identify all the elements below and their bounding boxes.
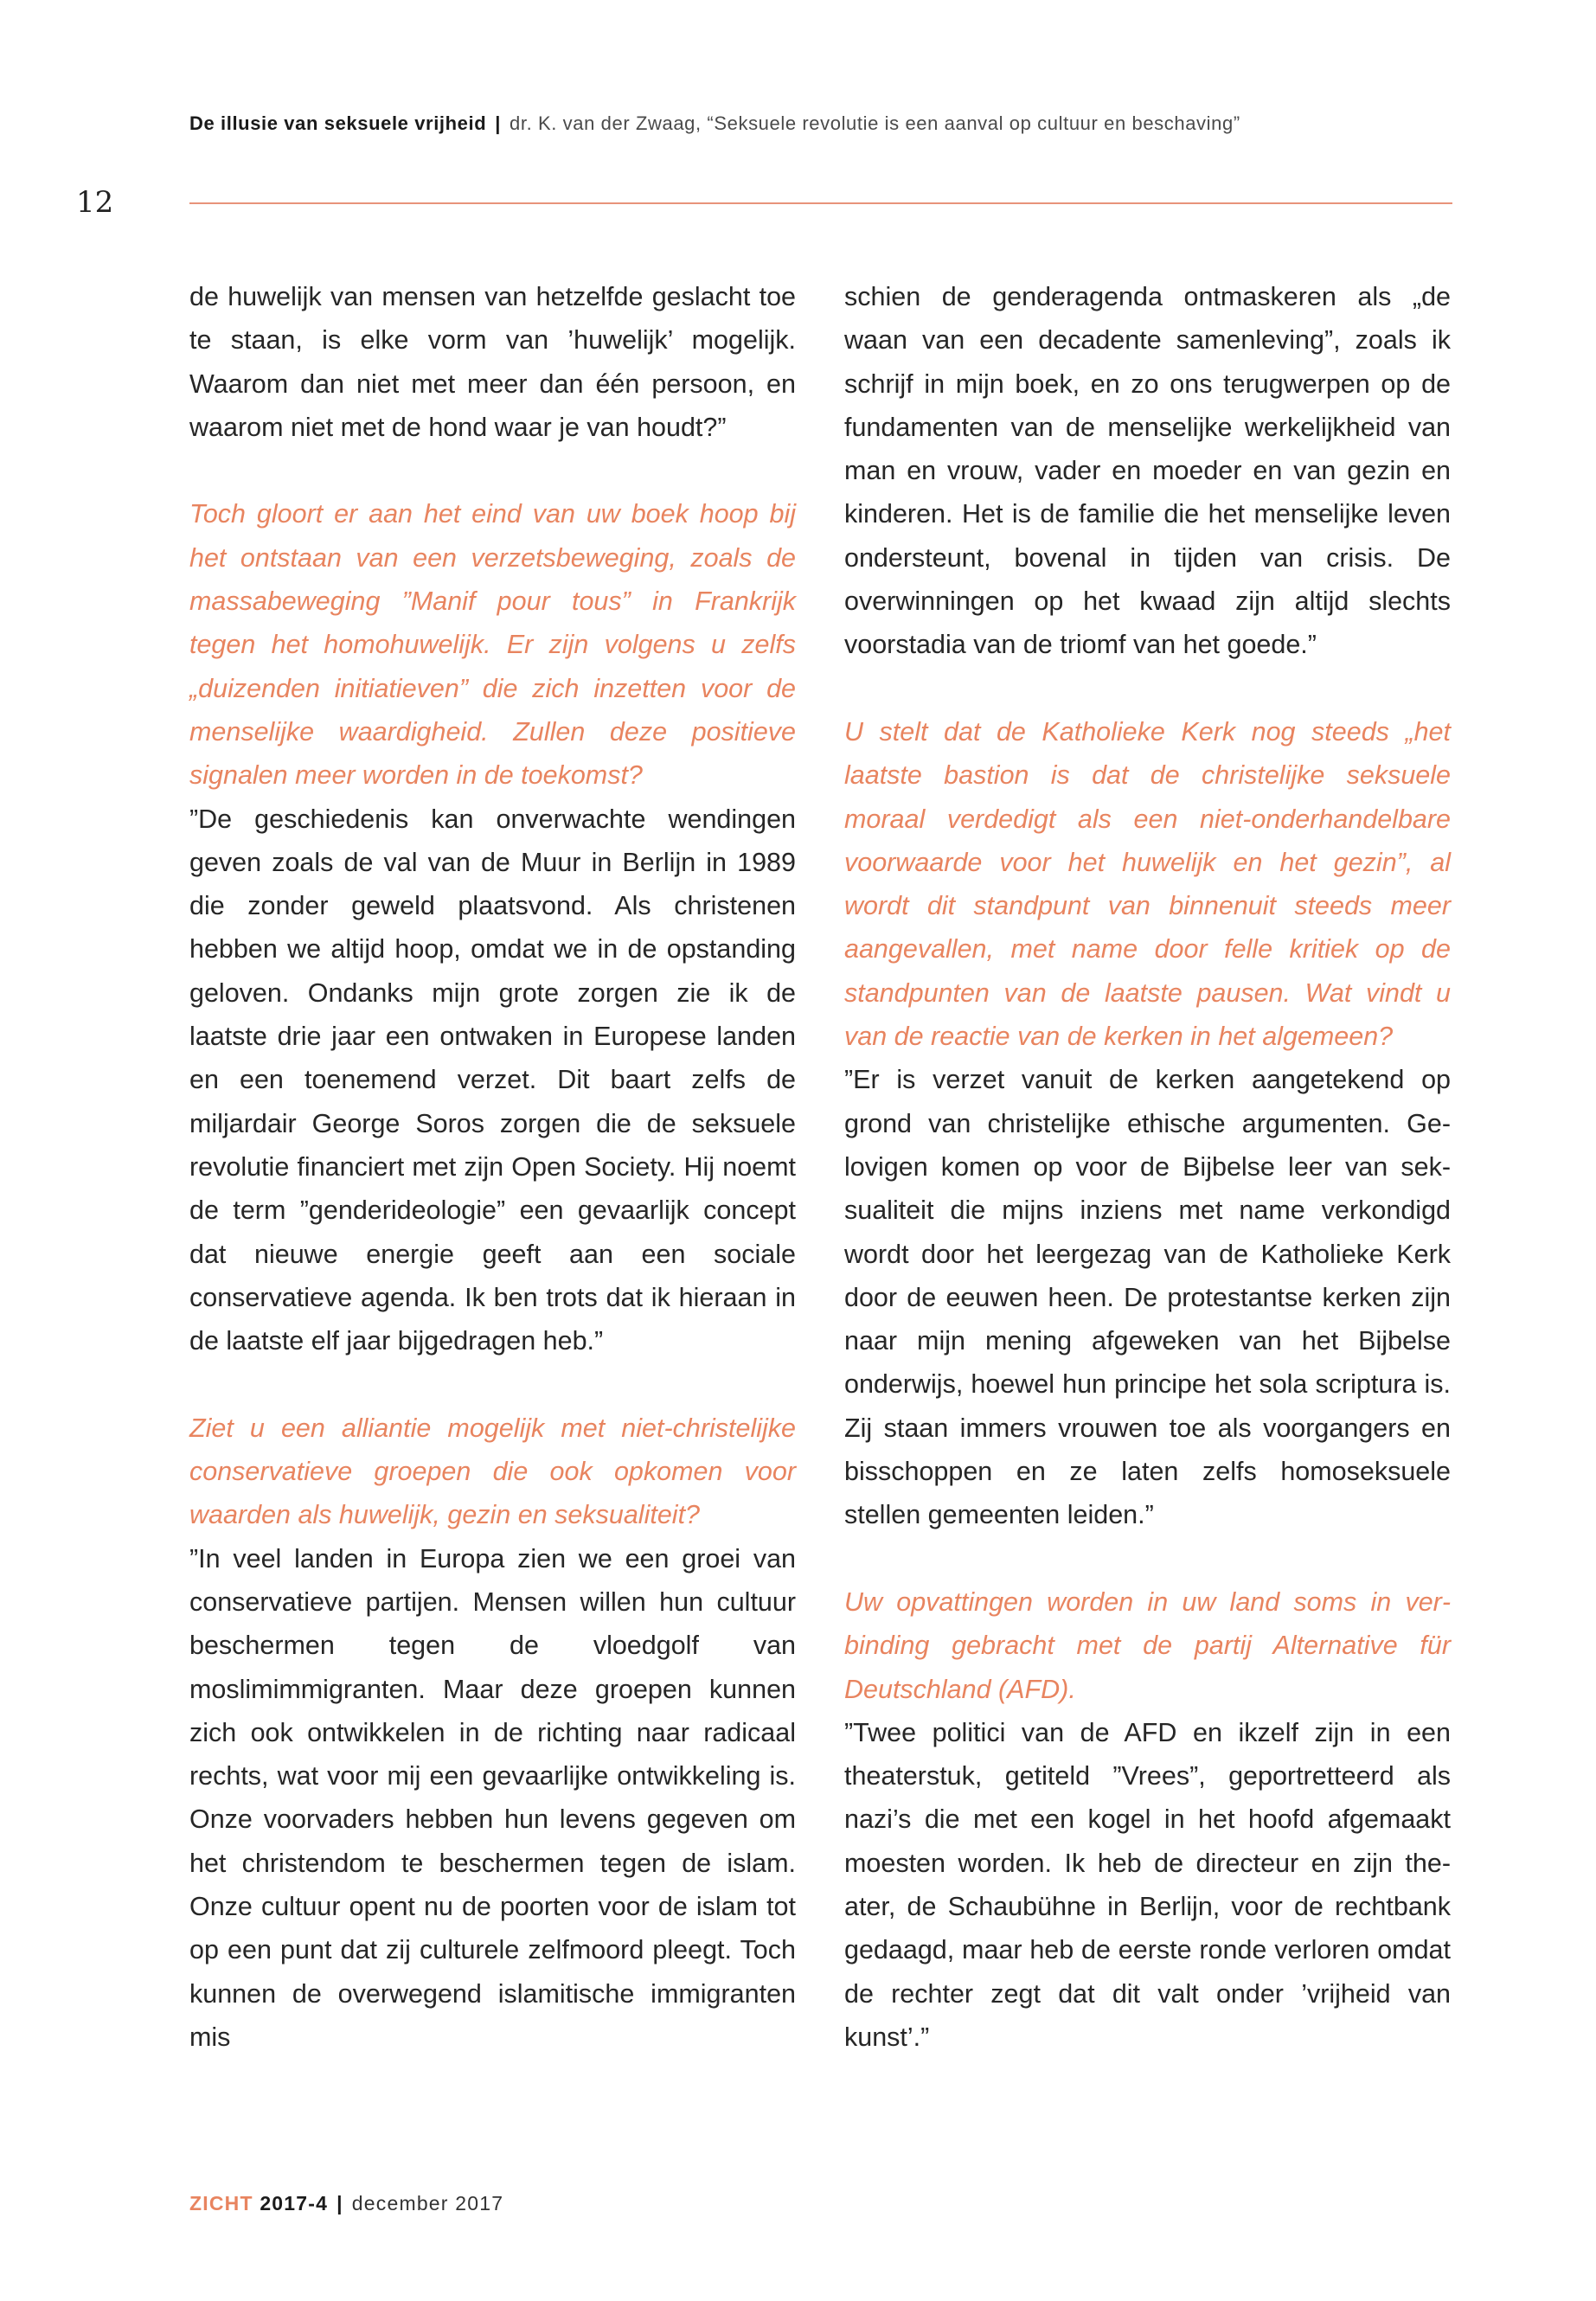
interview-answer: ”In veel landen in Europa zien we een groei van conservatieve partijen. Mensen willen hun cultuur beschermen tegen de vloedgolf van moslimimmigranten. Maar deze groepen kunnen zich ook ontwikkelen in de richting naar radicaal rechts, wat voor mij een gevaarlijke ontwikkeling is. Onze voorvaders hebben hun levens gegeven om het christendom te beschermen tegen de islam. Onze cultuur opent nu de poorten voor de islam tot op een punt dat zij culturele zelfmoord pleegt. Toch kunnen de overwegend islamitische immigranten mis [189, 1543, 796, 2052]
issue-number: 2017-4 [260, 2192, 329, 2214]
running-header [189, 112, 1452, 135]
interview-question: Ziet u een alliantie mogelijk met niet-christelijke conservatieve groepen die ook opkomen voor waarden als huwelijk, gezin en seksualiteit? [189, 1413, 796, 1530]
left-column [189, 275, 796, 2059]
page-number: 12 [76, 185, 114, 220]
page-footer [189, 2192, 503, 2215]
footer-separator: | [337, 2192, 343, 2214]
right-column [844, 275, 1451, 2059]
interview-answer: ”Er is verzet vanuit de kerken aangetekend op grond van christelijke ethische argumenten. Gelovigen komen op voor de Bijbelse leer van seksualiteit die mijns inziens met name verkondigd wordt door het leergezag van de Katholieke Kerk door de eeuwen heen. De protestantse kerken zijn naar mijn mening afgeweken van het Bijbelse onderwijs, hoewel hun principe het sola scriptura is. Zij staan immers vrouwen toe als voorgangers en bisschoppen en ze laten zelfs homoseksuele stellen gemeenten leiden.” [844, 1065, 1451, 1530]
interview-question: Uw opvattingen worden in uw land soms in verbinding gebracht met de partij Alternative für Deutschland (AFD). [844, 1586, 1451, 1704]
interview-question: U stelt dat de Katholieke Kerk nog steeds „het laatste bastion is dat de christelijke seksuele moraal verdedigt als een niet-onderhandelbare voorwaarde voor het huwelijk en het gezin”, al wordt dit standpunt van binnenuit steeds meer aangevallen, met name door felle kritiek op de standpunten van de laatste pausen. Wat vindt u van de reactie van de kerken in het algemeen? [844, 716, 1451, 1052]
interview-answer: ”De geschiedenis kan onverwachte wendingen geven zoals de val van de Muur in Berlijn in 1989 die zonder geweld plaatsvond. Als christenen hebben we altijd hoop, omdat we in de opstanding geloven. Ondanks mijn grote zorgen zie ik de laatste drie jaar een ontwaken in Europese landen en een toenemend verzet. Dit baart zelfs de miljardair George Soros zorgen die de seksuele revolutie financiert met zijn Open Society. Hij noemt de term ”genderideologie” een gevaarlijk concept dat nieuwe energie geeft aan een sociale conservatieve agenda. Ik ben trots dat ik hieraan in de laatste elf jaar bijgedragen heb.” [189, 804, 796, 1356]
header-divider [189, 202, 1452, 204]
paragraph-continued: de huwelijk van mensen van hetzelfde geslacht toe te staan, is elke vorm van ’huwelijk’ mogelijk. Waarom dan niet met meer dan één persoon, en waarom niet met de hond waar je van houdt?” [189, 282, 796, 442]
issue-date: december 2017 [351, 2192, 504, 2214]
magazine-name: ZICHT [189, 2192, 253, 2214]
interview-answer: ”Twee politici van de AFD en ikzelf zijn in een theaterstuk, getiteld ”Vrees”, geportretteerd als nazi’s die met een kogel in het hoofd afgemaakt moesten worden. Ik heb de directeur en zijn theater, de Schaubühne in Berlijn, voor de rechtbank gedaagd, maar heb de eerste ronde verloren omdat de rechter zegt dat dit valt onder ’vrijheid van kunst’.” [844, 1717, 1451, 2052]
article-reference: dr. K. van der Zwaag, “Seksuele revolutie is een aanval op cultuur en beschaving” [510, 112, 1240, 134]
header-separator: | [495, 112, 502, 134]
interview-question: Toch gloort er aan het eind van uw boek hoop bij het ontstaan van een verzetsbeweging, zoals de massabeweging ”Manif pour tous” in Frankrijk tegen het homohuwelijk. Er zijn volgens u zelfs „duizenden initiatieven” die zich inzetten voor de menselijke waardigheid. Zullen deze positieve signalen meer worden in de toekomst? [189, 499, 796, 791]
publication-title: De illusie van seksuele vrijheid [189, 112, 487, 134]
paragraph-continued: schien de genderagenda ontmaskeren als „de waan van een decadente samenleving”, zoals ik schrijf in mijn boek, en zo ons terugwerpen op de fundamenten van de menselijke werkelijkheid van man en vrouw, vader en moeder en van gezin en kinderen. Het is de familie die het menselijke leven ondersteunt, bovenal in tijden van crisis. De overwinningen op het kwaad zijn altijd slechts voorstadia van de triomf van het goede.” [844, 282, 1451, 660]
